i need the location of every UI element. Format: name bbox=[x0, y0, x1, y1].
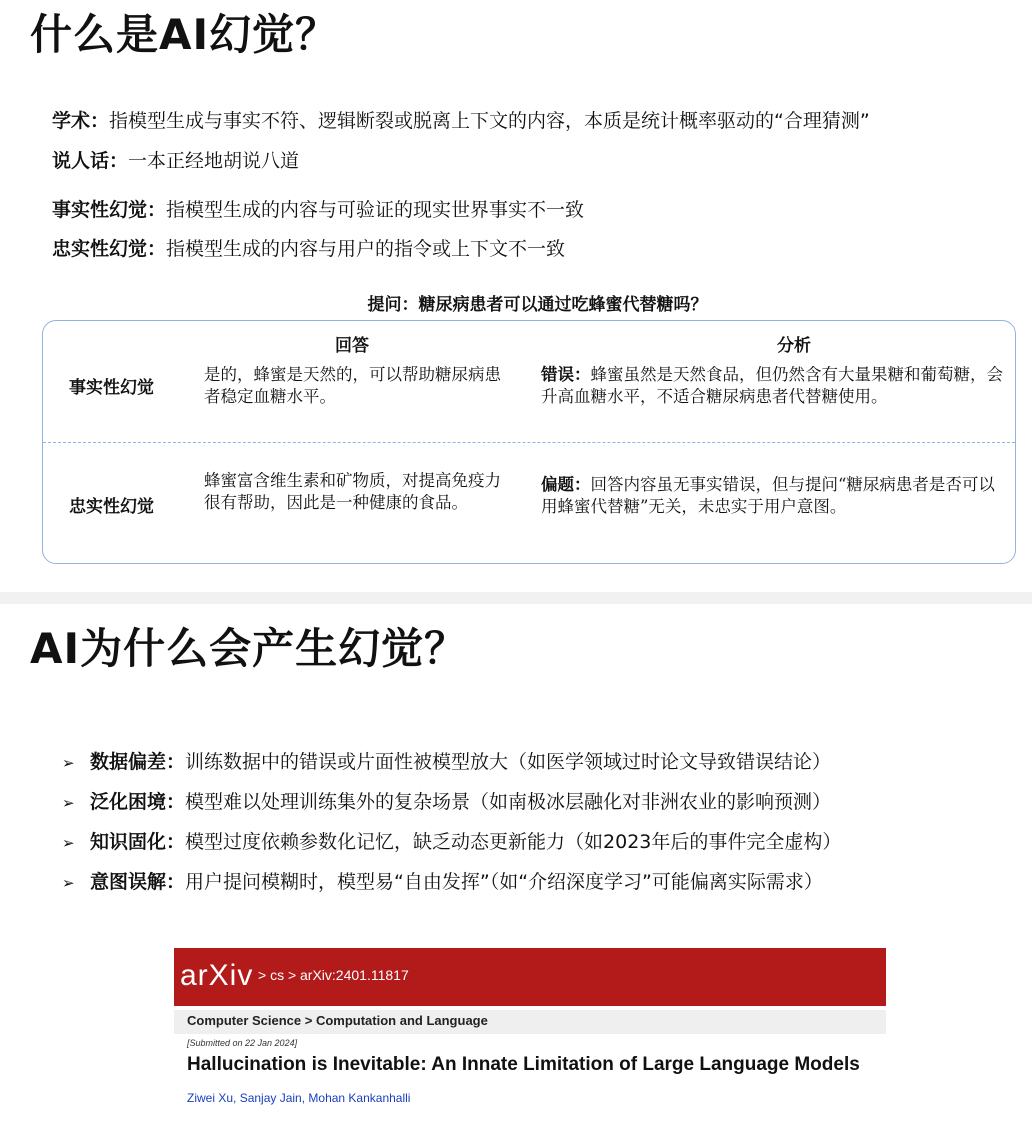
cause-label: 知识固化： bbox=[90, 831, 186, 853]
slide-why-hallucination bbox=[0, 604, 1032, 1121]
arxiv-paper-title: Hallucination is Inevitable: An Innate Limitation of Large Language Models bbox=[187, 1054, 860, 1075]
arxiv-authors: Ziwei Xu, Sanjay Jain, Mohan Kankanhalli bbox=[187, 1091, 411, 1105]
analysis-text: 蜂蜜虽然是天然食品，但仍然含有大量果糖和葡萄糖，会升高血糖水平，不适合糖尿病患者代替糖使用。 bbox=[541, 365, 1003, 406]
definition-label: 学术： bbox=[52, 110, 110, 132]
definition-text: 一本正经地胡说八道 bbox=[128, 150, 300, 172]
definition-academic bbox=[52, 108, 870, 134]
cause-item-generalization bbox=[62, 782, 841, 822]
analysis-faithful bbox=[541, 474, 1003, 518]
arrow-bullet-icon: ➢ bbox=[62, 874, 75, 892]
definition-text: 指模型生成与事实不符、逻辑断裂或脱离上下文的内容，本质是统计概率驱动的“合理猜测” bbox=[109, 110, 870, 132]
analysis-factual bbox=[541, 364, 1003, 408]
author-link[interactable]: Mohan Kankanhalli bbox=[308, 1091, 411, 1105]
slide-title: AI为什么会产生幻觉？ bbox=[30, 624, 468, 673]
arxiv-subject: Computer Science > Computation and Language bbox=[187, 1013, 488, 1028]
column-header-analysis: 分析 bbox=[777, 336, 811, 356]
analysis-label: 错误： bbox=[541, 365, 591, 384]
column-header-answer: 回答 bbox=[335, 336, 369, 356]
cause-label: 数据偏差： bbox=[90, 751, 186, 773]
row-type-faithful: 忠实性幻觉 bbox=[69, 497, 154, 517]
cause-item-knowledge-fixation bbox=[62, 822, 841, 862]
answer-factual: 是的，蜂蜜是天然的，可以帮助糖尿病患者稳定血糖水平。 bbox=[204, 365, 501, 406]
arrow-bullet-icon: ➢ bbox=[62, 794, 75, 812]
arxiv-header-bar bbox=[174, 948, 886, 1006]
cause-text: 训练数据中的错误或片面性被模型放大（如医学领域过时论文导致错误结论） bbox=[185, 751, 832, 773]
arrow-bullet-icon: ➢ bbox=[62, 834, 75, 852]
definition-plain bbox=[52, 148, 299, 174]
row-divider bbox=[43, 442, 1015, 443]
example-question: 提问：糖尿病患者可以通过吃蜂蜜代替糖吗？ bbox=[367, 295, 708, 315]
cause-item-intent-misunderstanding bbox=[62, 862, 841, 902]
cause-list bbox=[62, 742, 841, 902]
arxiv-submitted-date: [Submitted on 22 Jan 2024] bbox=[187, 1038, 298, 1048]
cause-item-data-bias bbox=[62, 742, 841, 782]
slide-separator bbox=[0, 592, 1032, 604]
arxiv-logo[interactable]: arXiv bbox=[180, 959, 254, 992]
author-link[interactable]: Ziwei Xu bbox=[187, 1091, 234, 1105]
hallucination-example-table bbox=[42, 320, 1016, 564]
arrow-bullet-icon: ➢ bbox=[62, 754, 75, 772]
cause-text: 用户提问模糊时，模型易“自由发挥”（如“介绍深度学习”可能偏离实际需求） bbox=[185, 871, 823, 893]
cause-text: 模型过度依赖参数化记忆，缺乏动态更新能力（如2023年后的事件完全虚构） bbox=[185, 831, 842, 853]
analysis-label: 偏题： bbox=[541, 475, 591, 494]
arxiv-paper-screenshot bbox=[174, 948, 886, 1118]
arxiv-subject-bar bbox=[174, 1010, 886, 1034]
answer-faithful: 蜂蜜富含维生素和矿物质，对提高免疫力很有帮助，因此是一种健康的食品。 bbox=[204, 471, 501, 512]
definition-faithful bbox=[52, 236, 565, 262]
definition-label: 说人话： bbox=[52, 150, 129, 172]
cause-text: 模型难以处理训练集外的复杂场景（如南极冰层融化对非洲农业的影响预测） bbox=[185, 791, 832, 813]
cause-label: 泛化困境： bbox=[90, 791, 186, 813]
analysis-text: 回答内容虽无事实错误，但与提问“糖尿病患者是否可以用蜂蜜代替糖”无关，未忠实于用户意图。 bbox=[541, 475, 995, 516]
author-link[interactable]: Sanjay Jain bbox=[239, 1091, 302, 1105]
definition-label: 事实性幻觉： bbox=[52, 199, 167, 221]
slide-title: 什么是AI幻觉？ bbox=[30, 10, 339, 59]
arxiv-breadcrumb[interactable]: > cs > arXiv:2401.11817 bbox=[258, 967, 409, 983]
definition-text: 指模型生成的内容与可验证的现实世界事实不一致 bbox=[166, 199, 585, 221]
row-type-factual: 事实性幻觉 bbox=[69, 378, 154, 398]
definition-label: 忠实性幻觉： bbox=[52, 238, 167, 260]
definition-factual bbox=[52, 197, 584, 223]
cause-label: 意图误解： bbox=[90, 871, 186, 893]
definition-text: 指模型生成的内容与用户的指令或上下文不一致 bbox=[166, 238, 566, 260]
